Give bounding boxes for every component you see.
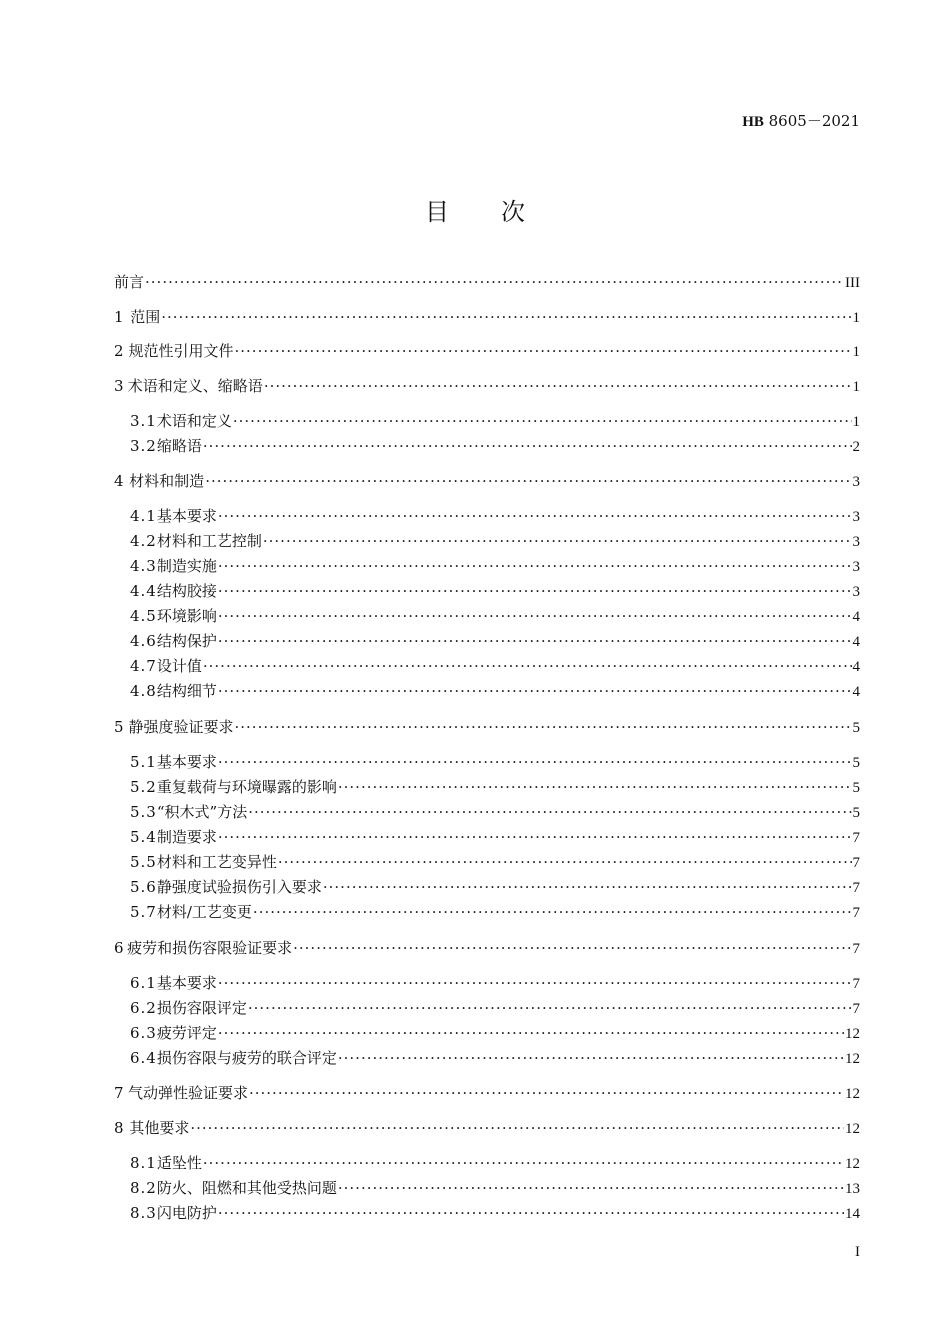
toc-entry-number: 4.1 — [130, 507, 157, 525]
toc-entry-page: 7 — [852, 830, 860, 846]
toc-entry-label: “积木式”方法 — [156, 803, 248, 821]
toc-leader-dots — [338, 1047, 844, 1069]
toc-entry[interactable] — [114, 271, 860, 293]
toc-entry[interactable] — [114, 851, 860, 873]
toc-entry-label: 材料和制造 — [129, 472, 205, 490]
toc-leader-dots — [233, 410, 852, 432]
toc-entry[interactable] — [114, 751, 860, 773]
page-number: I — [855, 1244, 860, 1260]
toc-entry-page: 13 — [845, 1181, 860, 1197]
toc-entry-page: 7 — [852, 1001, 860, 1017]
toc-entry[interactable] — [114, 1202, 860, 1224]
toc-entry-label: 术语和定义、缩略语 — [127, 377, 263, 395]
toc-entry[interactable] — [114, 826, 860, 848]
toc-leader-dots — [248, 997, 852, 1019]
toc-entry-page: 7 — [852, 941, 860, 957]
toc-entry-number: 5.2 — [130, 778, 157, 796]
toc-entry-page: 2 — [852, 439, 860, 455]
toc-entry-number: 4.7 — [130, 657, 157, 675]
toc-entry-label: 材料和工艺控制 — [156, 532, 262, 550]
toc-leader-dots — [203, 435, 852, 457]
toc-entry-label: 防火、阻燃和其他受热问题 — [156, 1179, 337, 1197]
toc-entry[interactable] — [114, 1152, 860, 1174]
toc-entry[interactable] — [114, 680, 860, 702]
toc-entry[interactable] — [114, 655, 860, 677]
toc-entry-number: 4.3 — [130, 557, 157, 575]
toc-entry-number: 7 — [114, 1084, 124, 1102]
toc-entry-number: 5.6 — [130, 878, 157, 896]
toc-entry[interactable] — [114, 901, 860, 923]
toc-entry-label: 静强度试验损伤引入要求 — [156, 878, 322, 896]
toc-leader-dots — [218, 505, 852, 527]
toc-leader-dots — [218, 555, 852, 577]
toc-entry-page: 4 — [852, 659, 860, 675]
toc-entry-page: III — [845, 275, 860, 291]
toc-entry-number: 8.3 — [130, 1204, 157, 1222]
toc-entry-label: 闪电防护 — [156, 1204, 217, 1222]
toc-leader-dots — [145, 271, 844, 293]
toc-entry-number: 5.7 — [130, 903, 157, 921]
toc-entry[interactable] — [114, 530, 860, 552]
toc-entry[interactable] — [114, 801, 860, 823]
toc-entry-number: 4.5 — [130, 607, 157, 625]
toc-leader-dots — [263, 530, 852, 552]
toc-entry-number: 4.6 — [130, 632, 157, 650]
toc-entry[interactable] — [114, 972, 860, 994]
toc-entry-number: 5.1 — [130, 753, 157, 771]
toc-entry-label: 结构细节 — [156, 682, 217, 700]
toc-entry-number: 3.2 — [130, 437, 157, 455]
toc-leader-dots — [218, 605, 852, 627]
toc-entry[interactable] — [114, 997, 860, 1019]
toc-entry-number: 4.2 — [130, 532, 157, 550]
toc-entry-page: 5 — [852, 755, 860, 771]
toc-entry-label: 材料/工艺变更 — [156, 903, 252, 921]
toc-entry-label: 缩略语 — [156, 437, 202, 455]
toc-entry-label: 设计值 — [156, 657, 202, 675]
toc-entry-number: 5 — [114, 718, 124, 736]
toc-leader-dots — [203, 1152, 844, 1174]
toc-entry-page: 7 — [852, 880, 860, 896]
toc-entry-number: 2 — [114, 342, 124, 360]
toc-entry-page: 5 — [852, 780, 860, 796]
toc-entry-number: 4.4 — [130, 582, 157, 600]
toc-entry[interactable] — [114, 937, 860, 959]
page-title: 目次 — [425, 198, 577, 226]
toc-entry[interactable] — [114, 776, 860, 798]
toc-entry-page: 5 — [852, 720, 860, 736]
toc-entry-label: 气动弹性验证要求 — [127, 1084, 248, 1102]
toc-entry-number: 6.3 — [130, 1024, 157, 1042]
toc-leader-dots — [235, 340, 852, 362]
toc-entry-label: 适坠性 — [156, 1154, 202, 1172]
toc-entry[interactable] — [114, 716, 860, 738]
toc-leader-dots — [253, 901, 852, 923]
toc-entry-number: 8 — [114, 1119, 124, 1137]
toc-entry[interactable] — [114, 470, 860, 492]
toc-entry-page: 4 — [852, 609, 860, 625]
toc-entry-page: 12 — [845, 1026, 860, 1042]
toc-leader-dots — [264, 375, 852, 397]
toc-entry[interactable] — [114, 410, 860, 432]
toc-leader-dots — [249, 1082, 844, 1104]
toc-entry-label: 静强度验证要求 — [128, 718, 234, 736]
toc-leader-dots — [218, 630, 852, 652]
toc-entry[interactable] — [114, 1117, 860, 1139]
toc-entry-label: 重复载荷与环境曝露的影响 — [156, 778, 337, 796]
toc-entry[interactable] — [114, 340, 860, 362]
toc-entry-page: 12 — [845, 1051, 860, 1067]
toc-entry-page: 4 — [852, 684, 860, 700]
toc-entry-label: 制造实施 — [156, 557, 217, 575]
toc-entry[interactable] — [114, 1047, 860, 1069]
toc-entry-page: 7 — [852, 855, 860, 871]
toc-entry-number: 5.5 — [130, 853, 157, 871]
toc-entry-label: 损伤容限与疲劳的联合评定 — [156, 1049, 337, 1067]
toc-entry-label: 损伤容限评定 — [156, 999, 247, 1017]
toc-entry[interactable] — [114, 1082, 860, 1104]
toc-entry[interactable] — [114, 435, 860, 457]
toc-leader-dots — [205, 470, 851, 492]
toc-leader-dots — [323, 876, 852, 898]
toc-entry-page: 1 — [852, 310, 860, 326]
toc-entry-page: 12 — [845, 1121, 860, 1137]
toc-leader-dots — [218, 680, 852, 702]
toc-entry[interactable] — [114, 375, 860, 397]
toc-entry[interactable] — [114, 580, 860, 602]
toc-entry-number: 8.2 — [130, 1179, 157, 1197]
toc-entry-number: 6.4 — [130, 1049, 157, 1067]
toc-entry-page: 7 — [852, 976, 860, 992]
toc-entry-label: 制造要求 — [156, 828, 217, 846]
toc-leader-dots — [161, 306, 851, 328]
toc-leader-dots — [218, 826, 852, 848]
toc-entry-page: 7 — [852, 905, 860, 921]
toc-leader-dots — [293, 937, 851, 959]
document-code-number: 8605－2021 — [763, 112, 860, 130]
toc-leader-dots — [218, 1202, 844, 1224]
toc-entry-number: 3.1 — [130, 412, 157, 430]
toc-entry-label: 基本要求 — [156, 974, 217, 992]
toc-entry[interactable] — [114, 630, 860, 652]
toc-entry[interactable] — [114, 306, 860, 328]
toc-entry-page: 1 — [852, 414, 860, 430]
toc-entry-number: 5.3 — [130, 803, 157, 821]
toc-entry-number: 4 — [114, 472, 124, 490]
toc-entry-page: 12 — [845, 1086, 860, 1102]
toc-leader-dots — [218, 972, 852, 994]
toc-entry-label: 结构胶接 — [156, 582, 217, 600]
toc-leader-dots — [218, 580, 852, 602]
toc-leader-dots — [203, 655, 852, 677]
toc-entry-label: 基本要求 — [156, 507, 217, 525]
toc-leader-dots — [248, 801, 851, 823]
toc-leader-dots — [338, 1177, 844, 1199]
toc-entry-page: 1 — [852, 344, 860, 360]
toc-entry-label: 前言 — [114, 273, 145, 291]
toc-entry-number: 6 — [114, 939, 124, 957]
document-code — [742, 110, 860, 131]
toc-entry-number: 8.1 — [130, 1154, 157, 1172]
document-code-prefix: HB — [742, 114, 764, 130]
toc-leader-dots — [218, 1022, 844, 1044]
toc-leader-dots — [218, 751, 852, 773]
toc-entry[interactable] — [114, 876, 860, 898]
toc-entry-label: 术语和定义 — [156, 412, 232, 430]
toc-leader-dots — [278, 851, 852, 873]
toc-entry-page: 5 — [852, 805, 860, 821]
toc-leader-dots — [190, 1117, 844, 1139]
toc-entry[interactable] — [114, 1022, 860, 1044]
toc-leader-dots — [338, 776, 852, 798]
toc-entry-label: 其他要求 — [129, 1119, 190, 1137]
toc-leader-dots — [235, 716, 852, 738]
toc-entry-number: 1 — [114, 308, 124, 326]
toc-entry-label: 范围 — [130, 308, 161, 326]
toc-entry-label: 疲劳和损伤容限验证要求 — [127, 939, 293, 957]
toc-entry-number: 6.2 — [130, 999, 157, 1017]
toc-entry-number: 4.8 — [130, 682, 157, 700]
toc-entry[interactable] — [114, 605, 860, 627]
toc-entry-label: 疲劳评定 — [156, 1024, 217, 1042]
toc-entry-page: 3 — [852, 584, 860, 600]
toc-entry-number: 5.4 — [130, 828, 157, 846]
toc-entry-page: 1 — [852, 379, 860, 395]
toc-entry-label: 基本要求 — [156, 753, 217, 771]
toc-entry-number: 3 — [114, 377, 124, 395]
toc-entry-label: 规范性引用文件 — [128, 342, 234, 360]
toc-entry-page: 12 — [845, 1156, 860, 1172]
toc-entry-page: 3 — [852, 534, 860, 550]
toc-entry-label: 结构保护 — [156, 632, 217, 650]
toc-entry-page: 3 — [852, 474, 860, 490]
toc-entry-page: 3 — [852, 509, 860, 525]
toc-entry-number: 6.1 — [130, 974, 157, 992]
toc-entry-page: 3 — [852, 559, 860, 575]
toc-entry[interactable] — [114, 1177, 860, 1199]
toc-entry-label: 环境影响 — [156, 607, 217, 625]
toc-entry[interactable] — [114, 505, 860, 527]
toc-entry[interactable] — [114, 555, 860, 577]
toc-entry-page: 14 — [845, 1206, 860, 1222]
toc-entry-page: 4 — [852, 634, 860, 650]
toc-entry-label: 材料和工艺变异性 — [156, 853, 277, 871]
